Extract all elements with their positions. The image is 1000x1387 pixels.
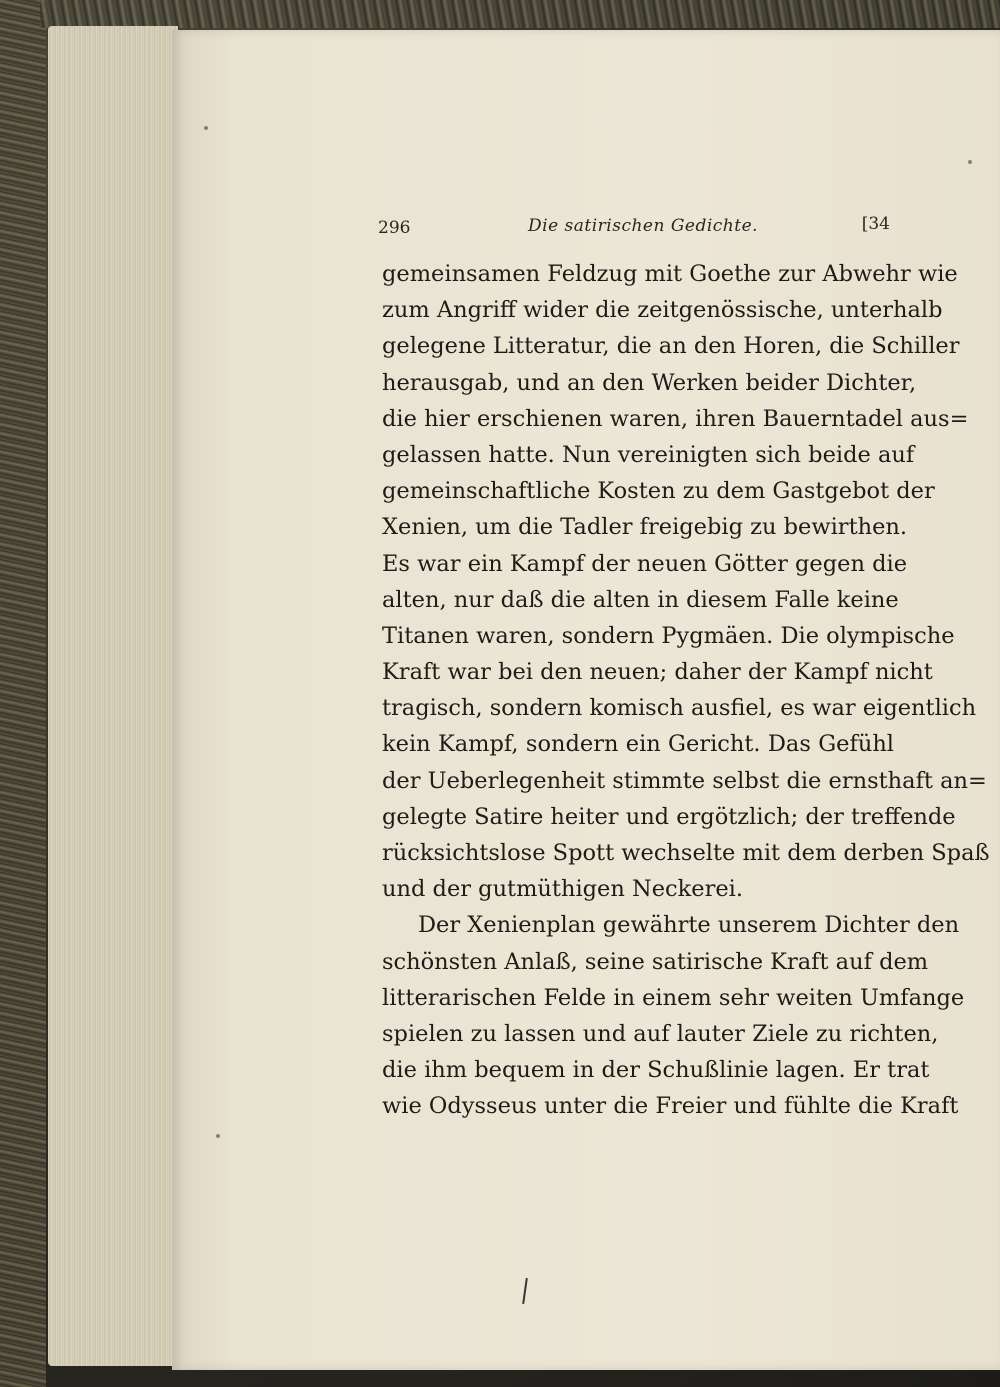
text-line: Xenien, um die Tadler freigebig zu bewirthen. bbox=[382, 514, 908, 541]
paper-speck bbox=[968, 160, 972, 164]
text-line: gelegte Satire heiter und ergötzlich; der treffende bbox=[382, 803, 956, 830]
text-line: gelegene Litteratur, die an den Horen, die Schiller bbox=[382, 333, 960, 360]
text-line: die hier erschienen waren, ihren Bauerntadel aus= bbox=[382, 405, 969, 432]
text-line: gelassen hatte. Nun vereinigten sich beide auf bbox=[382, 441, 915, 468]
text-line: rücksichtslose Spott wechselte mit dem derben Spaß bbox=[382, 840, 990, 866]
marbled-book-cover bbox=[0, 0, 46, 1387]
text-line: die ihm bequem in der Schußlinie lagen. Er trat bbox=[382, 1057, 930, 1084]
running-title: Die satirischen Gedichte. bbox=[528, 216, 759, 236]
paper-speck bbox=[204, 126, 208, 130]
text-line: schönsten Anlaß, seine satirische Kraft auf dem bbox=[382, 948, 929, 975]
body-text bbox=[382, 256, 990, 1125]
text-line: Es war ein Kampf der neuen Götter gegen die bbox=[382, 550, 908, 577]
text-line: wie Odysseus unter die Freier und fühlte die Kraft bbox=[382, 1093, 959, 1120]
book-top-edge bbox=[40, 0, 1000, 28]
text-line: Kraft war bei den neuen; daher der Kampf nicht bbox=[382, 659, 933, 686]
signature-mark: [34 bbox=[861, 214, 890, 234]
text-line: kein Kampf, sondern ein Gericht. Das Gefühl bbox=[382, 731, 894, 758]
text-line: tragisch, sondern komisch ausfiel, es war eigentlich bbox=[382, 695, 977, 722]
running-header bbox=[378, 214, 890, 242]
paper-speck bbox=[216, 1134, 220, 1138]
text-line: Titanen waren, sondern Pygmäen. Die olympische bbox=[382, 622, 955, 649]
text-line: gemeinsamen Feldzug mit Goethe zur Abwehr wie bbox=[382, 261, 958, 287]
text-line: litterarischen Felde in einem sehr weiten Umfange bbox=[382, 984, 965, 1011]
text-line: der Ueberlegenheit stimmte selbst die ernsthaft an= bbox=[382, 767, 987, 794]
text-line: gemeinschaftliche Kosten zu dem Gastgebot der bbox=[382, 478, 935, 505]
page-stack-edge bbox=[48, 26, 178, 1366]
text-line: alten, nur daß die alten in diesem Falle keine bbox=[382, 586, 899, 613]
page-number: 296 bbox=[378, 218, 411, 238]
text-line: spielen zu lassen und auf lauter Ziele zu richten, bbox=[382, 1020, 939, 1047]
text-line: und der gutmüthigen Neckerei. bbox=[382, 876, 743, 903]
text-line: herausgab, und an den Werken beider Dichter, bbox=[382, 369, 917, 396]
text-line: zum Angriff wider die zeitgenössische, unterhalb bbox=[382, 297, 943, 324]
text-line: Der Xenienplan gewährte unserem Dichter den bbox=[418, 912, 960, 939]
